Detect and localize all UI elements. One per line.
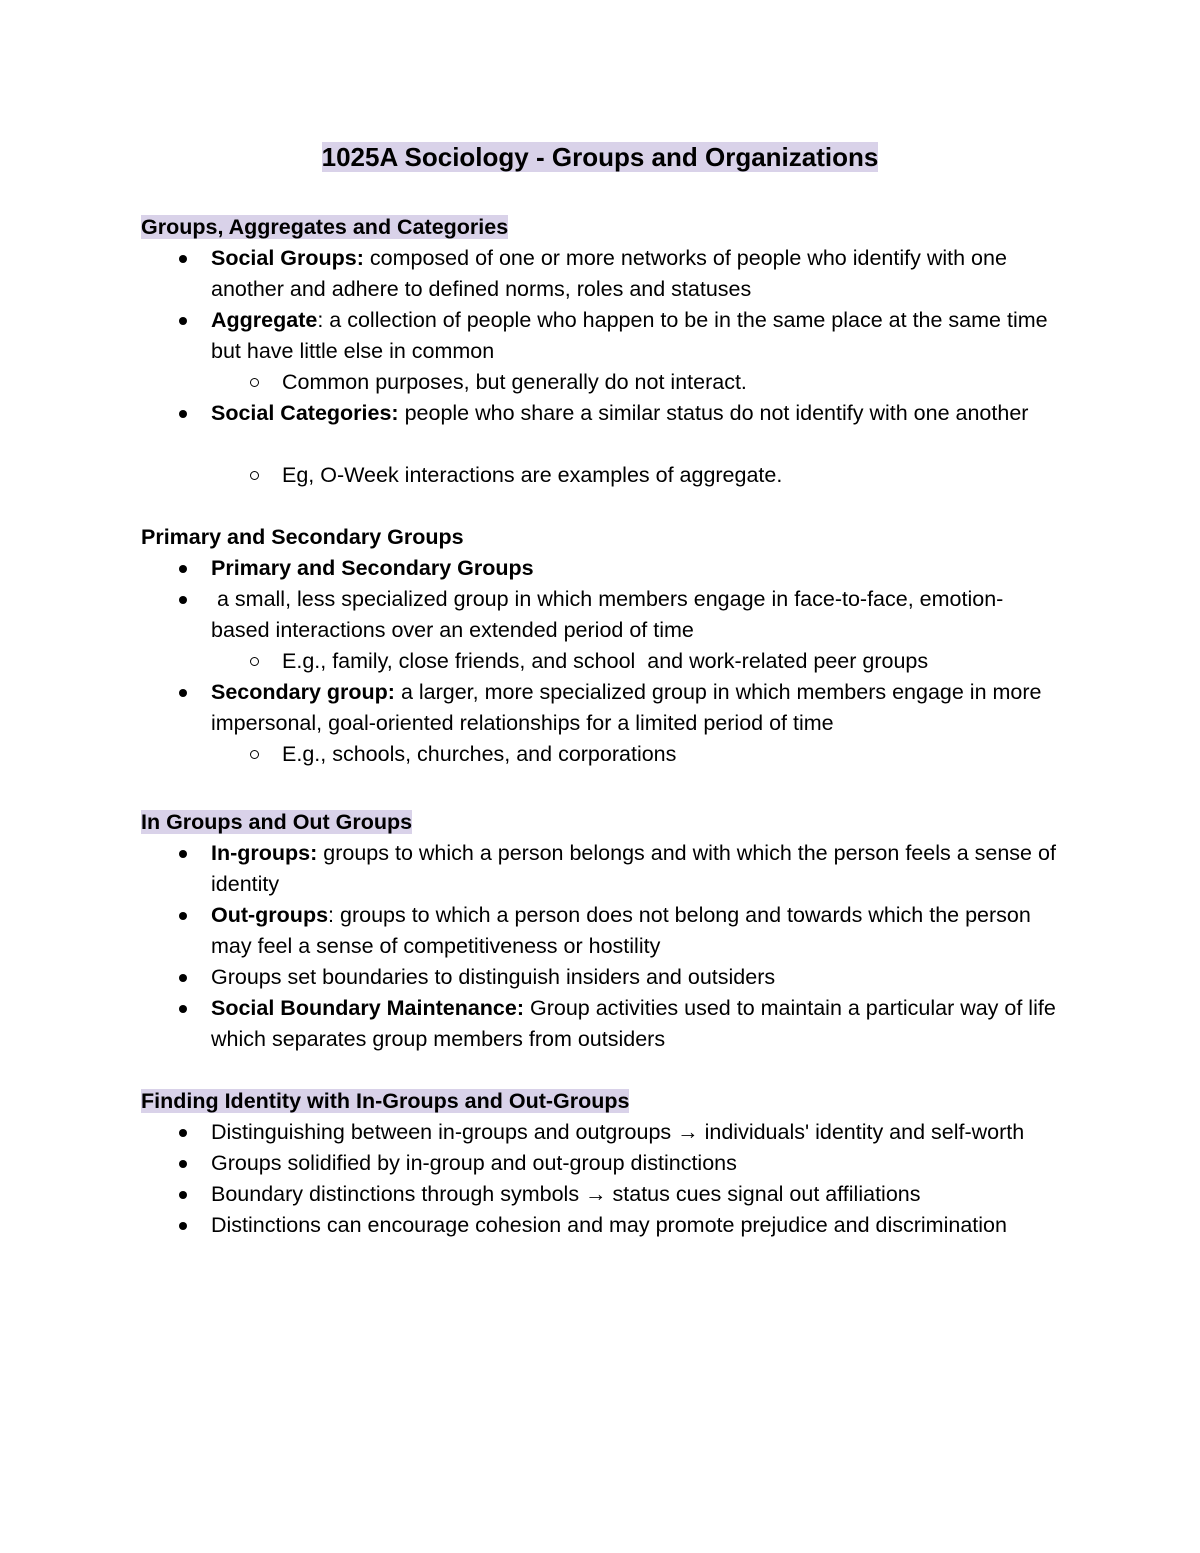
definition: composed of one or more networks of people who identify with one another and adhere to defined norms, roles and statuses <box>211 246 1007 301</box>
list-item <box>211 305 1061 398</box>
term: Aggregate <box>211 308 318 332</box>
term: Social Groups: <box>211 246 364 270</box>
term: Secondary group: <box>211 680 395 704</box>
term: Primary and Secondary Groups <box>211 556 534 580</box>
document-body <box>141 212 1061 1241</box>
list-item: Groups solidified by in-group and out-group distinctions <box>211 1148 1061 1179</box>
bullet-list <box>141 838 1061 1055</box>
term: Social Boundary Maintenance: <box>211 996 525 1020</box>
document-title <box>0 140 1200 174</box>
list-item <box>211 584 1061 677</box>
section-heading: Groups, Aggregates and Categories <box>141 215 509 239</box>
list-item <box>211 962 1061 993</box>
definition: a larger, more specialized group in which members engage in more impersonal, goal-oriented relationships for a limited period of time <box>211 680 1042 735</box>
section-heading: Finding Identity with In-Groups and Out-Groups <box>141 1089 630 1113</box>
sub-list-item: E.g., family, close friends, and school and work-related peer groups <box>282 646 1061 677</box>
definition: : groups to which a person does not belong and towards which the person may feel a sense of competitiveness or hostility <box>211 903 1031 958</box>
sub-list-item: Common purposes, but generally do not interact. <box>282 367 1061 398</box>
definition: Groups set boundaries to distinguish insiders and outsiders <box>211 965 776 989</box>
definition: people who share a similar status do not identify with one another <box>398 401 1029 425</box>
list-item: Distinctions can encourage cohesion and may promote prejudice and discrimination <box>211 1210 1061 1241</box>
bullet-list <box>141 553 1061 770</box>
term: In-groups: <box>211 841 318 865</box>
definition: a small, less specialized group in which members engage in face-to-face, emotion-based interactions over an extended period of time <box>211 587 1004 642</box>
sub-list <box>211 646 1061 677</box>
section-primary-secondary-groups <box>141 522 1061 770</box>
bullet-list <box>141 243 1061 491</box>
sub-list-item: E.g., schools, churches, and corporations <box>282 739 1061 770</box>
list-item <box>211 900 1061 962</box>
list-item: Distinguishing between in-groups and outgroups → individuals' identity and self-worth <box>211 1117 1061 1148</box>
list-item <box>211 243 1061 305</box>
document-title-text: 1025A Sociology - Groups and Organizations <box>321 142 879 172</box>
sub-list-item: Eg, O-Week interactions are examples of aggregate. <box>282 460 1061 491</box>
section-groups-aggregates-categories <box>141 212 1061 491</box>
section-finding-identity <box>141 1086 1061 1241</box>
term: Social Categories: <box>211 401 399 425</box>
sub-list <box>211 460 1061 491</box>
sub-list <box>211 739 1061 770</box>
list-item <box>211 993 1061 1055</box>
list-item <box>211 553 1061 584</box>
list-item <box>211 677 1061 770</box>
section-heading: In Groups and Out Groups <box>141 810 413 834</box>
section-in-out-groups <box>141 807 1061 1055</box>
definition: Group activities used to maintain a particular way of life which separates group members from outsiders <box>211 996 1056 1051</box>
sub-list <box>211 367 1061 398</box>
list-item: Boundary distinctions through symbols → status cues signal out affiliations <box>211 1179 1061 1210</box>
definition: groups to which a person belongs and with which the person feels a sense of identity <box>211 841 1056 896</box>
term: Out-groups <box>211 903 329 927</box>
list-item <box>211 398 1061 491</box>
definition: : a collection of people who happen to be in the same place at the same time but have little else in common <box>211 308 1048 363</box>
section-heading: Primary and Secondary Groups <box>141 525 464 549</box>
bullet-list <box>141 1117 1061 1241</box>
list-item <box>211 838 1061 900</box>
